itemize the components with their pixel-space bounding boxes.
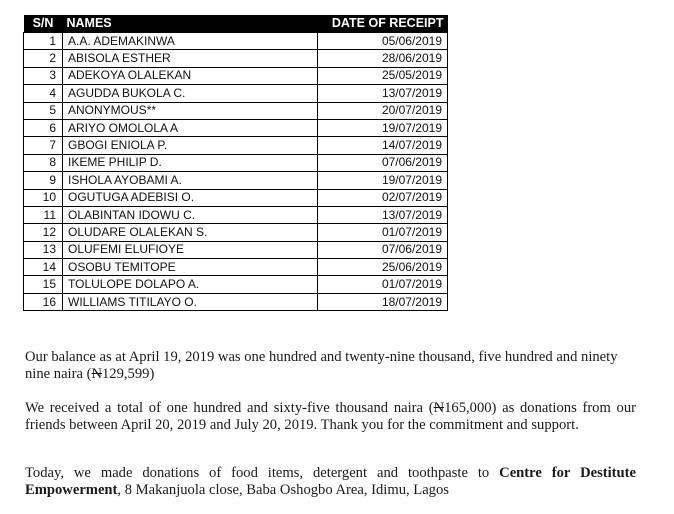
row-name: WILLIAMS TITILAYO O. — [63, 293, 318, 310]
received-text-end: ) as donations from our friends between April 20, 2019 and July 20, 2019. Thank you for the commitment and support. — [25, 400, 636, 433]
balance-text-end: ) — [149, 366, 155, 382]
table-header-row — [24, 15, 448, 33]
row-sn: 4 — [24, 85, 63, 102]
row-date: 02/07/2019 — [318, 189, 448, 206]
donation-paragraph — [25, 465, 636, 499]
table-row — [24, 206, 448, 223]
naira-symbol: N — [91, 366, 102, 382]
row-sn: 12 — [24, 224, 63, 241]
balance-text: Our balance as at April 19, 2019 was one hundred and twenty-nine thousand, five hundred and ninety nine naira ( — [25, 349, 618, 382]
table-row — [24, 241, 448, 258]
balance-paragraph — [25, 349, 636, 383]
row-sn: 10 — [24, 189, 63, 206]
received-paragraph — [25, 400, 636, 434]
table-row — [24, 137, 448, 154]
row-sn: 6 — [24, 119, 63, 136]
table-row — [24, 172, 448, 189]
row-date: 19/07/2019 — [318, 172, 448, 189]
row-date: 01/07/2019 — [318, 276, 448, 293]
header-date: DATE OF RECEIPT — [318, 15, 448, 33]
donation-address: , 8 Makanjuola close, Baba Oshogbo Area, Idimu, Lagos — [117, 482, 449, 498]
row-date: 20/07/2019 — [318, 102, 448, 119]
row-name: GBOGI ENIOLA P. — [63, 137, 318, 154]
header-names: NAMES — [63, 15, 318, 33]
table-row — [24, 224, 448, 241]
table-row — [24, 102, 448, 119]
table-row — [24, 85, 448, 102]
row-date: 13/07/2019 — [318, 85, 448, 102]
table-row — [24, 67, 448, 84]
row-date: 07/06/2019 — [318, 154, 448, 171]
row-sn: 3 — [24, 67, 63, 84]
row-name: OLUDARE OLALEKAN S. — [63, 224, 318, 241]
table-row — [24, 259, 448, 276]
row-sn: 2 — [24, 50, 63, 67]
donors-table — [23, 15, 448, 311]
balance-amount: 129,599 — [102, 366, 150, 382]
row-date: 25/06/2019 — [318, 259, 448, 276]
table-row — [24, 50, 448, 67]
row-name: TOLULOPE DOLAPO A. — [63, 276, 318, 293]
row-name: OLUFEMI ELUFIOYE — [63, 241, 318, 258]
row-name: ANONYMOUS** — [63, 102, 318, 119]
received-text: We received a total of one hundred and sixty-five thousand naira ( — [25, 400, 434, 416]
table-row — [24, 119, 448, 136]
table-row — [24, 189, 448, 206]
row-name: OLABINTAN IDOWU C. — [63, 206, 318, 223]
row-date: 14/07/2019 — [318, 137, 448, 154]
row-sn: 14 — [24, 259, 63, 276]
row-name: ARIYO OMOLOLA A — [63, 119, 318, 136]
row-date: 01/07/2019 — [318, 224, 448, 241]
row-sn: 9 — [24, 172, 63, 189]
row-date: 13/07/2019 — [318, 206, 448, 223]
row-name: AGUDDA BUKOLA C. — [63, 85, 318, 102]
row-sn: 1 — [24, 33, 63, 50]
row-name: OSOBU TEMITOPE — [63, 259, 318, 276]
row-date: 18/07/2019 — [318, 293, 448, 310]
row-sn: 7 — [24, 137, 63, 154]
received-amount: 165,000 — [444, 400, 492, 416]
table-row — [24, 276, 448, 293]
row-sn: 13 — [24, 241, 63, 258]
row-sn: 15 — [24, 276, 63, 293]
table-row — [24, 154, 448, 171]
row-date: 28/06/2019 — [318, 50, 448, 67]
row-date: 19/07/2019 — [318, 119, 448, 136]
row-date: 07/06/2019 — [318, 241, 448, 258]
row-name: IKEME PHILIP D. — [63, 154, 318, 171]
row-date: 25/05/2019 — [318, 67, 448, 84]
table-body — [24, 33, 448, 311]
row-name: ADEKOYA OLALEKAN — [63, 67, 318, 84]
row-name: ABISOLA ESTHER — [63, 50, 318, 67]
row-sn: 5 — [24, 102, 63, 119]
table-row — [24, 33, 448, 50]
row-name: A.A. ADEMAKINWA — [63, 33, 318, 50]
row-name: ISHOLA AYOBAMI A. — [63, 172, 318, 189]
row-name: OGUTUGA ADEBISI O. — [63, 189, 318, 206]
table-row — [24, 293, 448, 310]
row-sn: 11 — [24, 206, 63, 223]
recipient-name: Centre for Destitute Empowerment — [25, 465, 636, 498]
row-date: 05/06/2019 — [318, 33, 448, 50]
donation-text: Today, we made donations of food items, detergent and toothpaste to — [25, 465, 500, 481]
header-sn: S/N — [24, 15, 63, 33]
row-sn: 16 — [24, 293, 63, 310]
naira-symbol: N — [433, 400, 445, 416]
row-sn: 8 — [24, 154, 63, 171]
